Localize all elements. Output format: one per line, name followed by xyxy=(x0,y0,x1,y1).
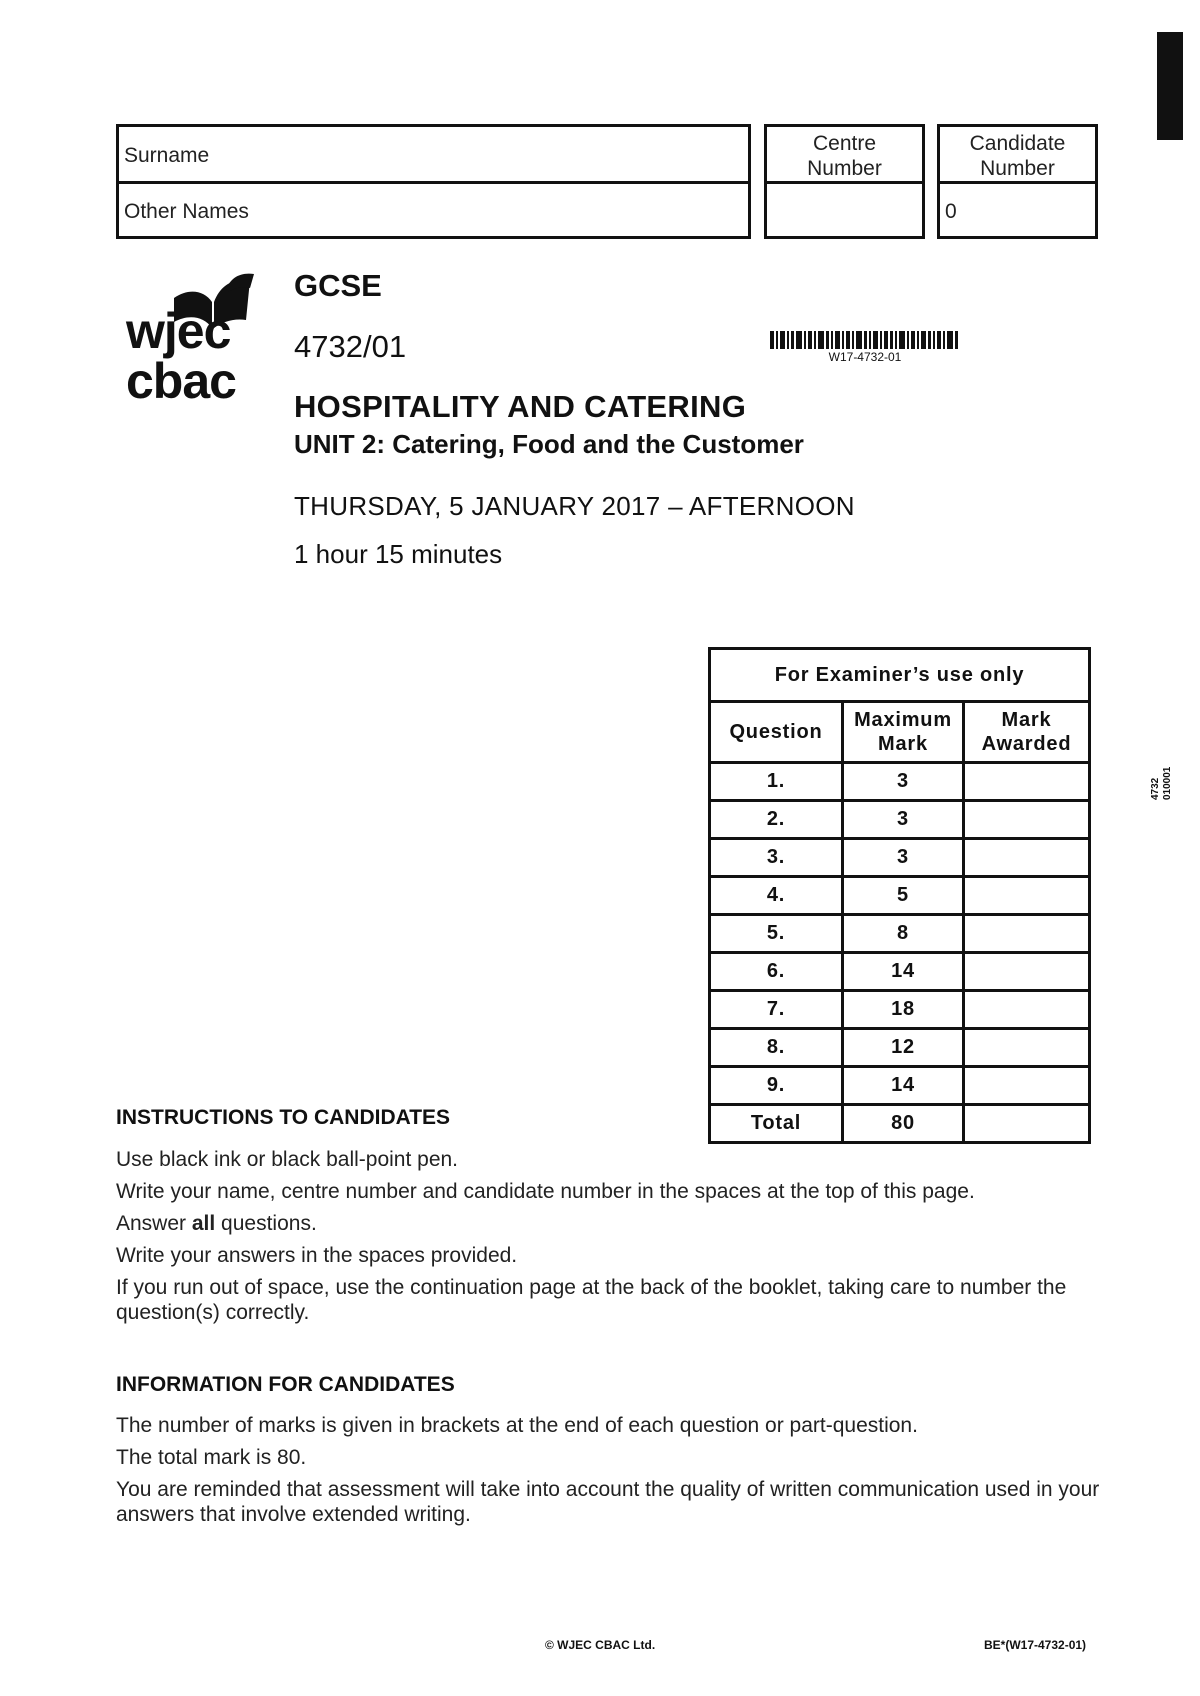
total-label: Total xyxy=(710,1105,843,1143)
col-awarded-header: Mark Awarded xyxy=(964,702,1090,763)
question-number: 2. xyxy=(710,801,843,839)
table-row xyxy=(710,877,1090,915)
exam-duration: 1 hour 15 minutes xyxy=(294,539,503,569)
table-row xyxy=(710,953,1090,991)
candidate-number-value: 0 xyxy=(945,200,957,223)
total-awarded-cell[interactable] xyxy=(964,1105,1090,1143)
instruction-text: questions. xyxy=(215,1212,317,1235)
logo-text-wjec: wjec xyxy=(126,303,231,359)
surname-label: Surname xyxy=(124,144,210,167)
mark-awarded-cell[interactable] xyxy=(964,801,1090,839)
max-mark: 3 xyxy=(843,763,964,801)
instruction-line: Write your name, centre number and candidate number in the spaces at the top of this page. xyxy=(116,1180,975,1203)
barcode-text: W17-4732-01 xyxy=(828,350,902,364)
max-mark: 14 xyxy=(843,1067,964,1105)
mark-awarded-cell[interactable] xyxy=(964,839,1090,877)
question-number: 3. xyxy=(710,839,843,877)
examiner-table xyxy=(708,647,1091,1144)
mark-awarded-cell[interactable] xyxy=(964,877,1090,915)
barcode xyxy=(770,331,960,349)
question-number: 9. xyxy=(710,1067,843,1105)
question-number: 8. xyxy=(710,1029,843,1067)
mark-awarded-cell[interactable] xyxy=(964,1067,1090,1105)
table-row xyxy=(710,915,1090,953)
subject-title: HOSPITALITY AND CATERING xyxy=(294,389,747,424)
footer-copyright: © WJEC CBAC Ltd. xyxy=(545,1638,656,1652)
surname-field[interactable] xyxy=(116,124,751,184)
max-mark: 8 xyxy=(843,915,964,953)
exam-date: THURSDAY, 5 JANUARY 2017 – AFTERNOON xyxy=(294,491,855,521)
side-code xyxy=(1150,767,1174,800)
instruction-line: Write your answers in the spaces provided. xyxy=(116,1244,518,1267)
mark-awarded-cell[interactable] xyxy=(964,915,1090,953)
footer-ref: BE*(W17-4732-01) xyxy=(984,1638,1087,1652)
instruction-text: Answer xyxy=(116,1212,192,1235)
instruction-line: If you run out of space, use the continuation page at the back of the booklet, taking care to number the question(s) correctly. xyxy=(116,1276,1067,1324)
information-line: You are reminded that assessment will take into account the quality of written communication used in your answers that involve extended writing. xyxy=(116,1478,1100,1526)
centre-number-field[interactable] xyxy=(764,181,925,239)
total-max-mark: 80 xyxy=(843,1105,964,1143)
side-code-line: 4732 xyxy=(1150,777,1161,800)
instruction-emphasis: all xyxy=(191,1212,216,1235)
mark-awarded-cell[interactable] xyxy=(964,953,1090,991)
instruction-line xyxy=(116,1211,317,1236)
col-question-header: Question xyxy=(710,702,843,763)
question-number: 6. xyxy=(710,953,843,991)
question-number: 7. xyxy=(710,991,843,1029)
other-names-label: Other Names xyxy=(124,200,249,223)
examiner-table-title: For Examiner’s use only xyxy=(710,649,1090,702)
col-max-header: Maximum Mark xyxy=(843,702,964,763)
paper-code: 4732/01 xyxy=(294,329,407,364)
information-line: The number of marks is given in brackets at the end of each question or part-question. xyxy=(116,1414,918,1437)
information-line: The total mark is 80. xyxy=(116,1446,307,1469)
table-row xyxy=(710,991,1090,1029)
question-number: 4. xyxy=(710,877,843,915)
information-heading: INFORMATION FOR CANDIDATES xyxy=(116,1373,455,1396)
table-row-total xyxy=(710,1105,1090,1143)
candidate-number-label: Candidate Number xyxy=(969,132,1066,180)
instructions-heading: INSTRUCTIONS TO CANDIDATES xyxy=(116,1106,451,1129)
table-row xyxy=(710,763,1090,801)
max-mark: 18 xyxy=(843,991,964,1029)
candidate-number-field[interactable] xyxy=(937,181,1098,239)
table-row xyxy=(710,801,1090,839)
centre-number-label: Centre Number xyxy=(807,132,882,180)
max-mark: 14 xyxy=(843,953,964,991)
registration-mark xyxy=(1157,32,1183,140)
question-number: 1. xyxy=(710,763,843,801)
instruction-line: Use black ink or black ball-point pen. xyxy=(116,1148,459,1171)
side-code-line: 010001 xyxy=(1162,766,1173,800)
question-number: 5. xyxy=(710,915,843,953)
table-row xyxy=(710,1067,1090,1105)
table-row xyxy=(710,839,1090,877)
mark-awarded-cell[interactable] xyxy=(964,763,1090,801)
table-row xyxy=(710,1029,1090,1067)
max-mark: 3 xyxy=(843,801,964,839)
qualification: GCSE xyxy=(294,268,382,303)
logo-text-cbac: cbac xyxy=(126,353,236,409)
mark-awarded-cell[interactable] xyxy=(964,991,1090,1029)
unit-title: UNIT 2: Catering, Food and the Customer xyxy=(294,429,804,459)
mark-awarded-cell[interactable] xyxy=(964,1029,1090,1067)
max-mark: 12 xyxy=(843,1029,964,1067)
max-mark: 3 xyxy=(843,839,964,877)
max-mark: 5 xyxy=(843,877,964,915)
